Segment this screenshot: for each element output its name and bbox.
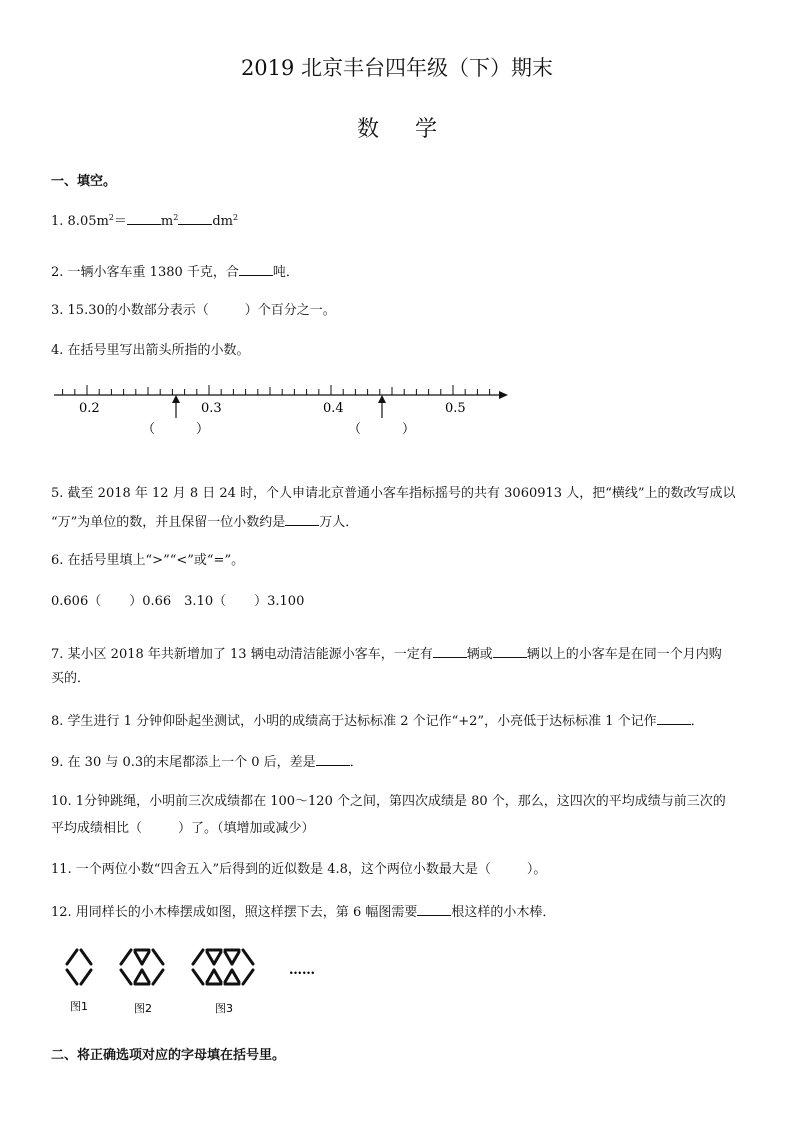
answer-blank[interactable] [417, 901, 451, 916]
question-12: 12. 用同样长的小木棒摆成如图，照这样摆下去，第 6 幅图需要 根这样的小木棒． [51, 901, 555, 923]
figure-1 [67, 950, 91, 984]
paren-open: （ [142, 422, 156, 437]
question-5-line-1: 5. 截至 2018 年 12 月 8 日 24 时，个人申请北京普通小客车指标摇号的共有 3060913 人，把“横线”上的数改写成以 [51, 486, 736, 501]
question-11: 11. 一个两位小数“四舍五入”后得到的近似数是 4.8，这个两位小数最大是（ ）。 [51, 862, 547, 877]
tick-label-0-4: 0.4 [323, 401, 344, 416]
question-10-line-2: 平均成绩相比（ ）了。（填增加或减少） [51, 821, 315, 836]
question-7-line-1: 7. 某小区 2018 年共新增加了 13 辆电动清洁能源小客车，一定有 辆或 辆以上的小客车是在同一个月内购 [51, 643, 722, 665]
answer-blank[interactable] [239, 261, 273, 276]
tick-label-0-2: 0.2 [79, 401, 100, 416]
section-2-heading: 二、将正确选项对应的字母填在括号里。 [51, 1048, 286, 1063]
question-9: 9. 在 30 与 0.3的末尾都添上一个 0 后，差是 ． [51, 751, 363, 773]
question-4: 4. 在括号里写出箭头所指的小数。 [51, 343, 250, 358]
number-line [50, 378, 520, 440]
answer-blank[interactable] [285, 511, 319, 526]
figure-3 [193, 950, 253, 984]
paren-open: （ [348, 422, 362, 437]
question-10-line-1: 10. 1分钟跳绳，小明前三次成绩都在 100～120 个之间，第四次成绩是 80 个，那么，这四次的平均成绩与前三次的 [51, 794, 726, 809]
number-line-arrowhead [499, 391, 508, 399]
answer-blank[interactable] [178, 210, 212, 225]
question-5-line-2: “万”为单位的数，并且保留一位小数约是 万人． [51, 511, 358, 533]
paren-close: ） [402, 422, 416, 437]
figure-ellipsis: …… [289, 963, 315, 978]
question-3: 3. 15.30的小数部分表示（ ）个百分之一。 [51, 303, 336, 318]
figure-label-3: 图3 [215, 1002, 233, 1015]
question-2: 2. 一辆小客车重 1380 千克，合 吨． [51, 261, 299, 283]
answer-blank[interactable] [127, 210, 161, 225]
question-6-items: 0.606（ ）0.66 3.10（ ）3.100 [51, 594, 305, 609]
question-7-line-2: 买的． [51, 671, 91, 686]
paren-close: ） [196, 422, 210, 437]
question-6: 6. 在括号里填上“>”“<”或“=”。 [51, 553, 245, 568]
stick-pattern-figures [60, 944, 340, 1020]
answer-blank[interactable] [433, 643, 467, 658]
section-1-heading: 一、填空。 [51, 174, 117, 189]
page-title: 2019 北京丰台四年级（下）期末 [240, 56, 554, 80]
figure-label-1: 图1 [70, 1000, 88, 1013]
figure-label-2: 图2 [134, 1002, 152, 1015]
subject-heading: 数学 [356, 117, 473, 142]
arrow-marker-1 [172, 395, 180, 418]
tick-label-0-3: 0.3 [201, 401, 222, 416]
answer-blank[interactable] [316, 751, 350, 766]
question-8: 8. 学生进行 1 分钟仰卧起坐测试，小明的成绩高于达标标准 2 个记作“+2”，小亮低于达标标准 1 个记作 ． [51, 710, 704, 732]
number-line-ticks [63, 385, 490, 395]
figure-2 [121, 950, 163, 984]
answer-blank[interactable] [493, 643, 527, 658]
answer-blank[interactable] [657, 710, 691, 725]
arrow-marker-2 [378, 395, 386, 418]
question-1: 1. $8.05m^2= m^2$ $dm^2$ [51, 208, 238, 232]
tick-label-0-5: 0.5 [445, 401, 466, 416]
